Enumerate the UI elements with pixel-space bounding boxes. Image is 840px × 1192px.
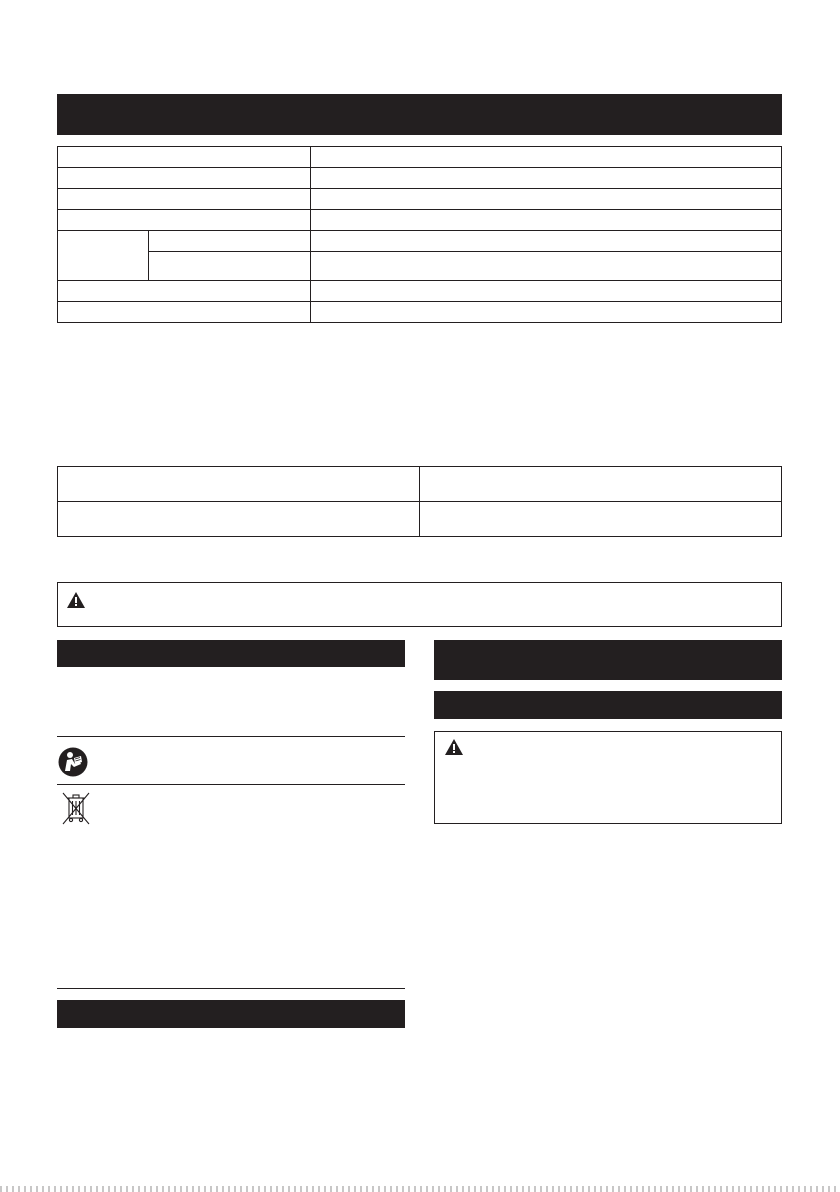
spec-label	[58, 147, 311, 168]
spec-value	[310, 302, 781, 323]
table-row	[58, 502, 782, 537]
battery-cell	[420, 502, 782, 537]
table-row	[58, 467, 782, 502]
spec-label	[58, 302, 311, 323]
spec-sub-label	[148, 231, 310, 252]
intended-use-header-bar	[57, 1000, 405, 1028]
spec-value	[310, 210, 781, 231]
divider	[57, 988, 405, 989]
table-row	[58, 281, 782, 302]
divider	[57, 784, 405, 785]
table-row	[58, 231, 782, 252]
battery-cell	[58, 467, 420, 502]
table-row	[58, 302, 782, 323]
spec-label	[58, 210, 311, 231]
table-row	[58, 189, 782, 210]
spec-value	[310, 231, 781, 252]
table-row	[58, 147, 782, 168]
specifications-table	[57, 146, 782, 323]
spec-value	[310, 168, 781, 189]
symbols-header-bar	[57, 640, 405, 667]
table-row	[58, 210, 782, 231]
page-bottom-edge	[0, 1186, 840, 1192]
general-safety-header-bar	[434, 640, 782, 680]
spec-label	[58, 168, 311, 189]
spec-value	[310, 147, 781, 168]
warning-triangle-icon	[444, 738, 464, 756]
table-row	[58, 252, 782, 281]
spec-label	[58, 189, 311, 210]
table-row	[58, 168, 782, 189]
weee-crossed-bin-icon	[60, 790, 92, 826]
warning-triangle-icon	[66, 591, 86, 609]
safety-subheader-bar	[434, 691, 782, 719]
spec-value	[310, 189, 781, 210]
battery-table	[57, 466, 782, 537]
safety-warning-box	[434, 731, 782, 824]
spec-group-label	[58, 231, 149, 281]
battery-cell	[58, 502, 420, 537]
spec-label	[58, 281, 311, 302]
specifications-header-bar	[57, 94, 782, 135]
warning-box	[57, 582, 782, 627]
battery-cell	[420, 467, 782, 502]
spec-value	[310, 281, 781, 302]
spec-value	[310, 252, 781, 281]
divider	[57, 736, 405, 737]
read-manual-icon	[58, 747, 88, 777]
spec-sub-label	[148, 252, 310, 281]
